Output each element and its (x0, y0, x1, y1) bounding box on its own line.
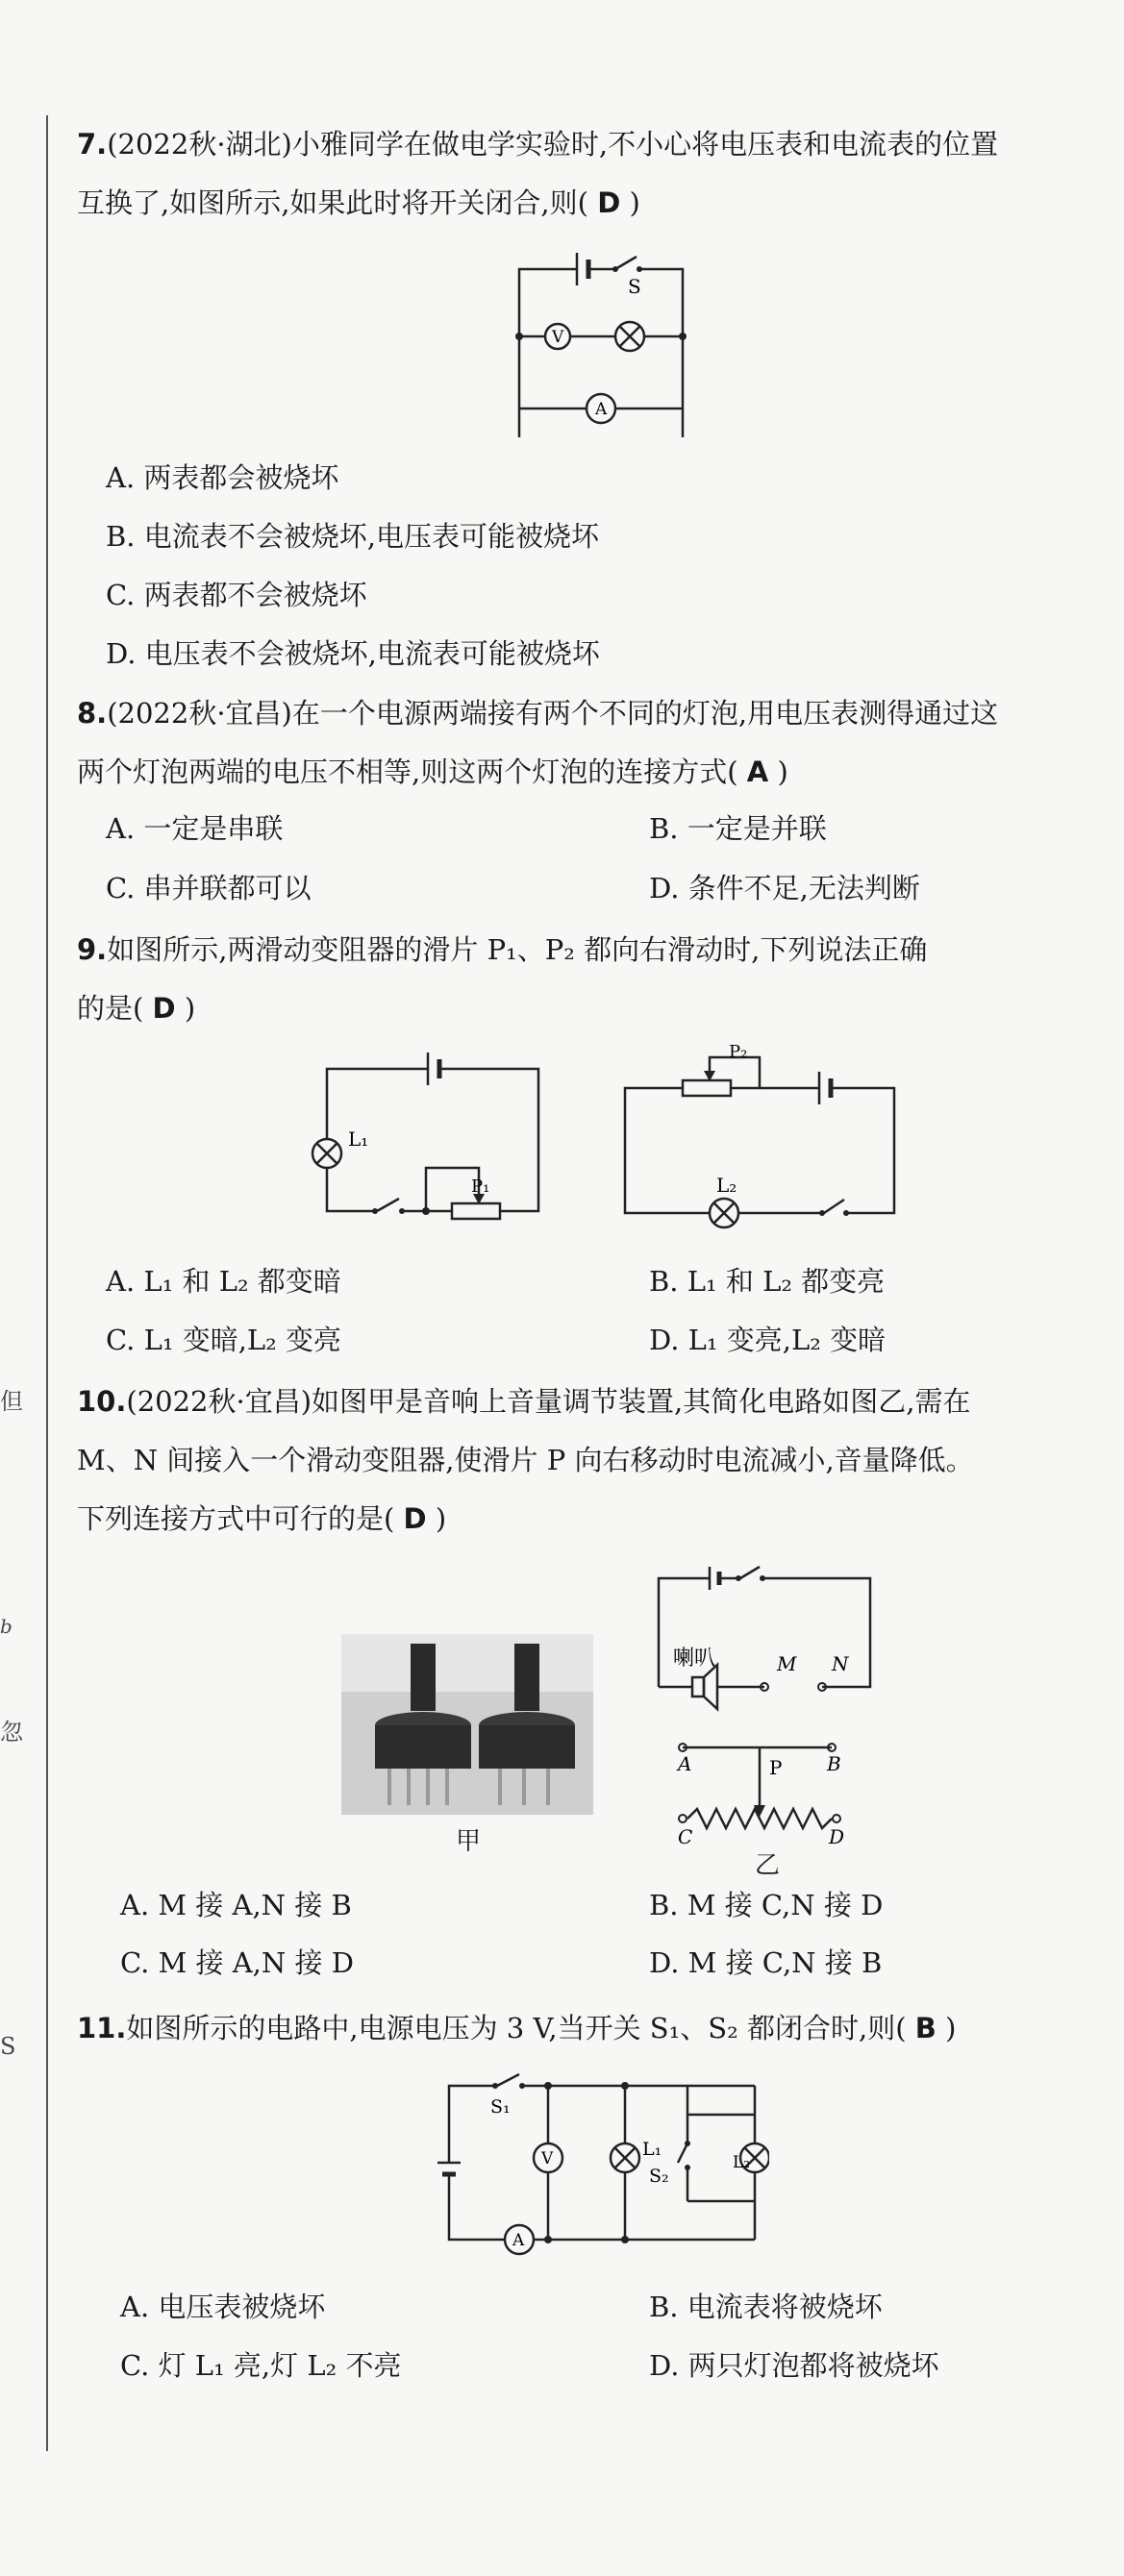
switch-blade (824, 1200, 844, 1213)
junction (679, 333, 687, 340)
answer: D (403, 1502, 427, 1535)
potentiometer-illustration (341, 1634, 593, 1815)
wire (831, 1088, 894, 1213)
label-l1: L₁ (642, 2139, 662, 2160)
switch-contact (685, 2141, 690, 2146)
margin-fragment: b (0, 1615, 12, 1638)
label-p2: P₂ (729, 1042, 748, 1062)
switch-contact (519, 2083, 525, 2089)
label-l2: L₂ (716, 1174, 737, 1197)
rheostat-p1 (452, 1203, 500, 1219)
bracket: ) (777, 755, 788, 788)
question-number: 7. (77, 128, 108, 161)
bracket: ) (629, 186, 640, 219)
option-c: C. L₁ 变暗,L₂ 变亮 (106, 1324, 342, 1356)
switch-s2-blade (678, 2143, 687, 2163)
option-b: B. L₁ 和 L₂ 都变亮 (649, 1265, 886, 1298)
label-l2: L₂ (733, 2153, 751, 2172)
terminal-c (679, 1815, 687, 1822)
switch-blade (377, 1199, 399, 1211)
label-a: A (512, 2231, 525, 2250)
option-b: B. 电流表将被烧坏 (649, 2291, 883, 2323)
wire (327, 1069, 428, 1139)
photo-volume-knob (341, 1634, 593, 1815)
option-a: A. 两表都会被烧坏 (106, 461, 339, 494)
answer: A (746, 755, 769, 788)
junction (544, 2236, 552, 2243)
circuit-diagram-q11 (423, 2067, 769, 2268)
caption-jia: 甲 (456, 1827, 482, 1856)
label-speaker: 喇叭 (673, 1647, 716, 1671)
label-l1: L₁ (348, 1127, 369, 1151)
wire (449, 2086, 495, 2163)
option-c: C. M 接 A,N 接 D (120, 1946, 354, 1979)
question-number: 8. (77, 697, 108, 730)
label-p1: P₁ (471, 1177, 490, 1197)
option-d: D. 两只灯泡都将被烧坏 (649, 2349, 939, 2382)
label-n: N (832, 1652, 849, 1675)
option-c: C. 灯 L₁ 亮,灯 L₂ 不亮 (120, 2349, 402, 2382)
answer: D (597, 186, 621, 219)
option-a: A. M 接 A,N 接 B (120, 1889, 352, 1921)
rheostat-p2 (683, 1080, 731, 1096)
question-text: 如图所示,两滑动变阻器的滑片 P₁、P₂ 都向右滑动时,下列说法正确 (107, 933, 928, 966)
bracket: ) (184, 992, 196, 1025)
question-10 (77, 1373, 1096, 1548)
circuit-diagram-q7 (510, 245, 702, 437)
question-11 (77, 1999, 1096, 2058)
label-s1: S₁ (490, 2096, 511, 2118)
speaker-cone (704, 1665, 717, 1709)
question-9 (77, 921, 1096, 1038)
question-text: 两个灯泡两端的电压不相等,则这两个灯泡的连接方式( (77, 755, 738, 788)
margin-fragment: 忽 (0, 1719, 23, 1746)
option-d: D. L₁ 变亮,L₂ 变暗 (649, 1324, 887, 1356)
junction (621, 2236, 629, 2243)
label-a: A (595, 400, 608, 419)
wire (639, 269, 683, 437)
label-s2: S₂ (649, 2166, 669, 2187)
switch-contact (372, 1208, 378, 1214)
circuit-diagram-q9-right (615, 1038, 904, 1230)
switch-contact (819, 1210, 825, 1216)
bracket: ) (435, 1502, 447, 1535)
answer: D (152, 992, 176, 1025)
option-b: B. 电流表不会被烧坏,电压表可能被烧坏 (106, 520, 599, 553)
margin-fragment: S (0, 2033, 16, 2060)
label-m: M (777, 1652, 797, 1675)
wire (687, 2086, 755, 2115)
option-d: D. 条件不足,无法判断 (649, 872, 920, 904)
bracket: ) (945, 2012, 957, 2044)
switch-contact (637, 266, 642, 272)
question-text: 互换了,如图所示,如果此时将开关闭合,则( (77, 186, 588, 219)
wire (327, 1168, 375, 1211)
wire (519, 269, 577, 437)
wire (449, 2174, 505, 2240)
circuit-diagram-q10 (635, 1548, 885, 1865)
switch-contact (760, 1575, 765, 1581)
switch-blade (740, 1567, 760, 1578)
question-number: 11. (77, 2012, 127, 2044)
switch-blade (615, 257, 637, 269)
label-a: A (678, 1752, 692, 1775)
switch-contact (685, 2165, 690, 2170)
question-text: M、N 间接入一个滑动变阻器,使滑片 P 向右移动时电流减小,音量降低。 (77, 1444, 974, 1476)
option-d: D. M 接 C,N 接 B (649, 1946, 883, 1979)
label-p: P (769, 1756, 783, 1779)
option-d: D. 电压表不会被烧坏,电流表可能被烧坏 (106, 637, 600, 670)
question-text: 的是( (77, 992, 144, 1025)
question-text: (2022秋·宜昌)如图甲是音响上音量调节装置,其简化电路如图乙,需在 (126, 1385, 971, 1418)
junction (515, 333, 523, 340)
switch-contact (612, 266, 618, 272)
option-a: A. 一定是串联 (106, 812, 284, 845)
switch-contact (399, 1208, 405, 1214)
switch-contact (843, 1210, 849, 1216)
junction (621, 2082, 629, 2090)
terminal-d (833, 1815, 840, 1822)
option-a: A. 电压表被烧坏 (120, 2291, 326, 2323)
question-number: 10. (77, 1385, 127, 1418)
question-text: (2022秋·湖北)小雅同学在做电学实验时,不小心将电压表和电流表的位置 (107, 128, 999, 161)
label-v: V (541, 2149, 554, 2168)
wire (625, 1088, 710, 1213)
switch-s1-blade (497, 2074, 519, 2086)
caption-yi: 乙 (755, 1851, 781, 1880)
question-number: 9. (77, 933, 108, 966)
margin-fragment: 但 (0, 1388, 23, 1415)
switch-contact (736, 1575, 741, 1581)
switch-contact (492, 2083, 498, 2089)
question-text: 如图所示的电路中,电源电压为 3 V,当开关 S₁、S₂ 都闭合时,则( (126, 2012, 907, 2044)
answer: B (914, 2012, 937, 2044)
label-s: S (628, 275, 641, 298)
speaker-body (692, 1677, 704, 1697)
label-d: D (829, 1825, 845, 1848)
junction (544, 2082, 552, 2090)
label-v: V (552, 328, 564, 347)
option-c: C. 串并联都可以 (106, 872, 312, 904)
question-8 (77, 684, 1096, 802)
question-text: 下列连接方式中可行的是( (77, 1502, 395, 1535)
option-b: B. 一定是并联 (649, 812, 827, 845)
label-b: B (827, 1752, 841, 1775)
option-c: C. 两表都不会被烧坏 (106, 579, 367, 611)
option-a: A. L₁ 和 L₂ 都变暗 (106, 1265, 341, 1298)
question-7 (77, 115, 1096, 233)
label-c: C (678, 1825, 693, 1848)
option-b: B. M 接 C,N 接 D (649, 1889, 884, 1921)
circuit-diagram-q9-left (308, 1043, 558, 1226)
junction (422, 1207, 430, 1215)
question-text: (2022秋·宜昌)在一个电源两端接有两个不同的灯泡,用电压表测得通过这 (107, 697, 999, 730)
margin-rule (46, 115, 48, 2451)
wire (659, 1578, 710, 1687)
